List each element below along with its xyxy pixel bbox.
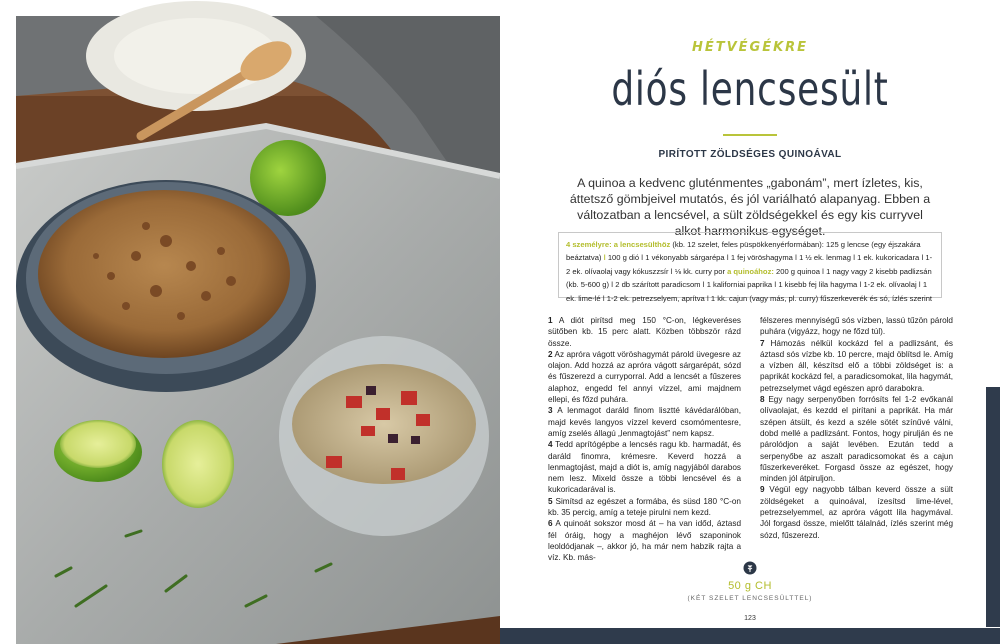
ingredients-separator: ǀ	[603, 253, 606, 263]
step-number: 4	[548, 440, 553, 450]
recipe-page	[500, 0, 1000, 644]
ingredients-loaf-list: 100 g dió ǀ 1 vékonyabb sárgarépa ǀ 1 fej vöröshagyma ǀ 1 ½ ek. lenmag ǀ 1 ek. kukoricadara ǀ 1-2 ek. olívaolaj vagy kókuszzsír ǀ ⅛ kk. curry por	[566, 253, 933, 276]
step-text: félszeres mennyiségű sós vízben, lassú tűzön párold puhára (vigyázz, hogy ne főzd túl).	[760, 316, 953, 337]
step-text: Az apróra vágott vöröshagymát párold üvegesre az olajon. Add hozzá az apróra vágott sárgarépát, sózd és fűszerezd a curryporral. Add a lencsét a fűszeres alaphoz, engedd fel annyi vízzel, ami majdnem ellepi, és főzd puhára.	[548, 349, 741, 405]
step-text: Simítsd az egészet a formába, és süsd 180 °C-on kb. 35 percig, amíg a teteje pirulni nem kezd.	[548, 496, 741, 518]
step	[548, 439, 741, 495]
carb-note: (KÉT SZELET LENCSESÜLTTEL)	[687, 595, 813, 602]
page-number: 123	[744, 615, 756, 622]
ingredients-quinoa-label: a quinoához:	[727, 266, 774, 276]
title-divider	[723, 134, 777, 136]
steps-column-right	[760, 315, 953, 541]
recipe-subtitle: PIRÍTOTT ZÖLDSÉGES QUINOÁVAL	[658, 149, 842, 160]
ingredients-lead-text: (kb. 12 szelet, feles püspökkenyérformában): 125 g lencse (egy éjszakára beáztatva)	[566, 240, 921, 263]
step	[548, 496, 741, 519]
edge-tab	[986, 387, 1000, 627]
step	[760, 394, 953, 484]
bottom-band	[500, 628, 1000, 644]
step	[548, 518, 741, 563]
step-number: 5	[548, 496, 553, 506]
recipe-intro: A quinoa a kedvenc gluténmentes „gabonám”, mert ízletes, kis, áttetsző gömbjeivel mutatós, és jól variálható alapanyag. Ebben a változatban a lencsével, a sült zöldségekkel és egy kis curryvel alkot harmonikus egységet.	[569, 176, 931, 238]
step-number: 8	[760, 395, 765, 405]
step-text: Egy nagy serpenyőben forrósíts fel 1-2 evőkanál olívaolajat, és kezdd el pirítani a paprikát. Ha már szépen átsült, és kezd a széle sötét színűvé válni, dobd mellé a padlizsánt. Fontos, hogy pirulján és ne párolódjon a saját levében. Ezután tedd a serpenyőbe az aszalt paradicsomokat és a cajun fűszerkeveréket. Forgasd össze az egészet, hogy minden jól átpiruljon.	[760, 395, 953, 484]
step-text: Hámozás nélkül kockázd fel a padlizsánt, és áztasd sós vízbe kb. 10 percre, majd öblítsd le. Amíg a vízben áll, készítsd elő a többi zöldséget is: a paprikát kockázd fel, a paradicsomokat, lila hagymát, petrezselymet vágd egészen apró darabokra.	[760, 338, 953, 393]
step-number: 2	[548, 349, 553, 359]
steps-column-left	[548, 315, 741, 564]
step	[760, 484, 953, 540]
step	[548, 315, 741, 349]
food-photo-illustration	[16, 16, 500, 644]
step-number: 7	[760, 338, 765, 348]
recipe-title: diós lencsesült	[611, 62, 889, 116]
step	[760, 338, 953, 394]
step-number: 3	[548, 406, 553, 416]
step-text: A lenmagot daráld finom lisztté kávédarálóban, majd kevés langyos vízzel keverd csomómentesre, amíg zselés állagú „lenmagtojást” nem kapsz.	[548, 406, 741, 438]
step-number: 1	[548, 316, 553, 325]
step-text: A diót pirítsd meg 150 °C-on, légkeveréses sütőben kb. 15 perc alatt. Közben többször rázd össze.	[548, 316, 741, 348]
step-text: Végül egy nagyobb tálban keverd össze a sült zöldségeket a quinoával, ízesítsd lime-lével, petrezselyemmel, az apróra vágott lila hagymával. Jól forgasd össze, mielőtt tálalnád, ízlés szerint még sózd, fűszerezd.	[760, 485, 953, 540]
step-number: 9	[760, 485, 765, 495]
step-text: A quinoát sokszor mosd át – ha van időd, áztasd fél óráig, hogy a maghéjon lévő szaponinok leoldódjanak –, akkor jó, ha már nem habzik rajta a víz. Kb. más-	[548, 519, 741, 563]
section-kicker: HÉTVÉGÉKRE	[691, 40, 809, 55]
wheat-leaf-icon	[743, 561, 757, 575]
ingredients-box	[558, 232, 942, 303]
carb-value: 50 g CH	[728, 580, 772, 592]
food-photo	[16, 16, 500, 644]
step	[548, 349, 741, 405]
ingredients-lead-label: 4 személyre: a lencsesülthöz	[566, 240, 671, 249]
step-number: 6	[548, 519, 553, 529]
step	[548, 405, 741, 439]
ingredients-quinoa-list: 200 g quinoa ǀ 1 nagy vagy 2 kisebb padlizsán (kb. 5-600 g) ǀ 2 db szárított paradicsom ǀ 1 kaliforniai paprika ǀ 1 kisebb fej lila hagyma ǀ 1-2 ek. olívaolaj ǀ 1 ek. lime-lé ǀ 1-2 ek. petrezselyem, aprítva ǀ 1 kk. cajun (vagy más, pl. curry) fűszerkeverék és só, ízlés szerint	[566, 266, 933, 303]
step	[760, 315, 953, 338]
step-text: Tedd aprítógépbe a lencsés ragu kb. harmadát, és daráld finomra, krémesre. Keverd hozzá a lenmagtojást, majd a diót is, amíg nagyjából darabos nem lesz. Mixeld össze a többi lencsével és a kukoricadarával is.	[548, 440, 741, 495]
